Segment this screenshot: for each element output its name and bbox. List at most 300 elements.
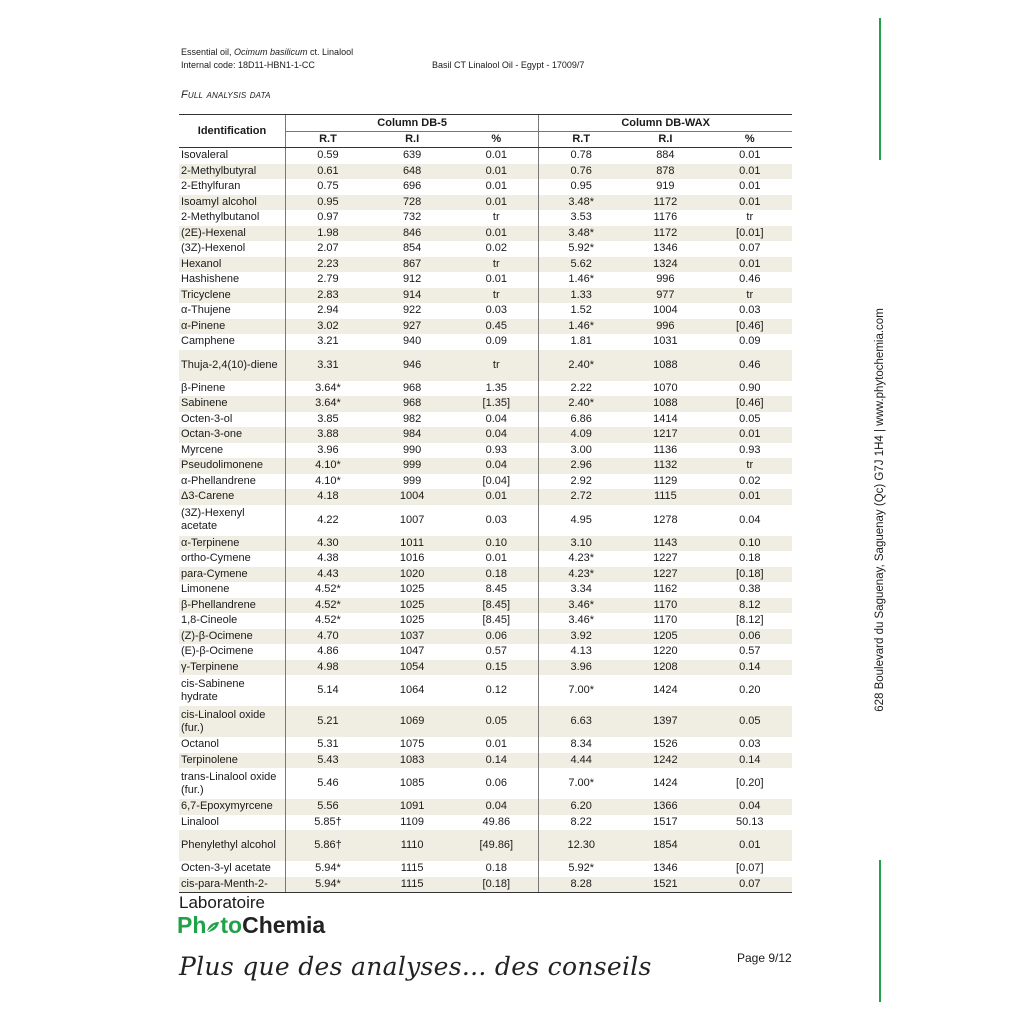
table-row xyxy=(179,210,792,226)
value-cell: 4.10* xyxy=(286,458,370,474)
value-cell: 0.04 xyxy=(708,799,792,815)
value-cell: tr xyxy=(454,350,538,381)
value-cell: 2.07 xyxy=(286,241,370,257)
value-cell: 0.02 xyxy=(739,474,761,487)
value-cell: 968 xyxy=(370,396,454,412)
value-cell: 927 xyxy=(370,319,454,335)
value-cell: 0.14 xyxy=(454,753,538,769)
value-cell: 919 xyxy=(656,180,675,193)
value-cell: 0.01 xyxy=(708,830,792,861)
table-row xyxy=(179,179,792,195)
table-row xyxy=(179,427,792,443)
value-cell: 3.88 xyxy=(286,427,370,443)
value-cell: 1242 xyxy=(623,753,707,769)
value-cell: 0.57 xyxy=(739,645,761,658)
value-cell: 0.10 xyxy=(708,536,792,552)
value-cell: 4.23* xyxy=(539,567,623,583)
compound-name: α-Thujene xyxy=(181,304,231,317)
table-row xyxy=(179,334,792,350)
value-cell: 0.95 xyxy=(539,179,623,195)
value-cell: 0.59 xyxy=(286,148,370,164)
value-cell: 0.03 xyxy=(739,304,761,317)
analysis-table xyxy=(179,114,792,893)
value-cell: 3.64* xyxy=(286,381,370,397)
value-cell: 5.43 xyxy=(286,753,370,769)
value-cell: 4.70 xyxy=(286,629,370,645)
value-cell: 1227 xyxy=(623,567,707,583)
value-cell: 1129 xyxy=(653,474,678,487)
compound-name: 1,8-Cineole xyxy=(181,614,238,627)
compound-name: 2-Methylbutanol xyxy=(181,211,260,224)
value-cell: 1346 xyxy=(653,862,678,875)
value-cell: 4.30 xyxy=(286,536,370,552)
value-cell: 0.01 xyxy=(739,149,761,162)
value-cell: 3.48* xyxy=(539,226,623,242)
value-cell: 1143 xyxy=(623,536,707,552)
value-cell: 4.95 xyxy=(539,505,623,536)
value-cell: 0.46 xyxy=(739,273,761,286)
value-cell: 7.00* xyxy=(539,768,623,799)
value-cell: 968 xyxy=(402,381,422,394)
value-cell: 4.98 xyxy=(286,660,370,676)
value-cell: 1110 xyxy=(370,830,454,861)
page-number: Page 9/12 xyxy=(737,951,792,965)
value-cell: 0.10 xyxy=(454,536,538,552)
value-cell: 0.38 xyxy=(739,583,761,596)
section-title: Full analysis data xyxy=(181,89,271,101)
value-cell: 7.00* xyxy=(539,675,623,706)
value-cell: 8.12 xyxy=(708,598,792,614)
value-cell: [8.45] xyxy=(454,598,538,614)
value-cell: tr xyxy=(454,257,538,273)
value-cell: 2.40* xyxy=(539,396,623,412)
value-cell: 0.01 xyxy=(454,226,538,242)
value-cell: 3.53 xyxy=(539,210,623,226)
table-row xyxy=(179,737,792,753)
value-cell: 1414 xyxy=(653,412,678,425)
compound-name: α-Pinene xyxy=(179,319,286,335)
value-cell: 0.45 xyxy=(454,319,538,335)
value-cell: [0.01] xyxy=(708,226,792,242)
value-cell: 946 xyxy=(370,350,454,381)
value-cell: 854 xyxy=(402,242,422,255)
value-cell: 1.98 xyxy=(286,226,370,242)
value-cell: [0.07] xyxy=(736,862,764,875)
value-cell: 2.22 xyxy=(539,381,623,397)
table-row xyxy=(179,567,792,583)
value-cell: [0.04] xyxy=(482,474,511,487)
value-cell: 639 xyxy=(402,149,422,162)
table-row xyxy=(179,644,792,660)
compound-name: Camphene xyxy=(181,335,235,348)
value-cell: 1.52 xyxy=(539,303,623,319)
value-cell: 1083 xyxy=(370,753,454,769)
value-cell: 0.07 xyxy=(708,877,792,893)
value-cell: 8.45 xyxy=(485,583,507,596)
value-cell: 1278 xyxy=(653,513,678,526)
value-cell: [0.18] xyxy=(454,877,538,893)
value-cell: tr xyxy=(708,288,792,304)
value-cell: 4.52* xyxy=(286,613,370,629)
table-row xyxy=(179,319,792,335)
value-cell: 1172 xyxy=(623,226,707,242)
compound-name: Pseudolimonene xyxy=(179,458,286,474)
value-cell: 3.96 xyxy=(286,443,370,459)
value-cell: 0.18 xyxy=(454,567,538,583)
table-row xyxy=(179,660,792,676)
table-row xyxy=(179,505,792,536)
value-cell: 996 xyxy=(623,319,707,335)
value-cell: 648 xyxy=(370,164,454,180)
value-cell: 3.46* xyxy=(539,613,623,629)
value-cell: 867 xyxy=(370,257,454,273)
table-row xyxy=(179,396,792,412)
value-cell: 1.35 xyxy=(485,381,507,394)
value-cell: 2.23 xyxy=(286,257,370,273)
value-cell: [8.45] xyxy=(482,614,511,627)
value-cell: 0.01 xyxy=(485,552,507,565)
value-cell: 0.03 xyxy=(485,513,507,526)
value-cell: 1346 xyxy=(653,242,678,255)
value-cell: 0.01 xyxy=(708,195,792,211)
value-cell: 1170 xyxy=(623,598,707,614)
value-cell: 0.76 xyxy=(539,164,623,180)
value-cell: 4.52* xyxy=(286,598,370,614)
value-cell: 1011 xyxy=(370,536,454,552)
table-row xyxy=(179,458,792,474)
db5-pct-header: % xyxy=(454,132,538,148)
value-cell: 1054 xyxy=(370,660,454,676)
value-cell: 0.05 xyxy=(454,706,538,737)
value-cell: 999 xyxy=(402,474,422,487)
compound-name: 2-Ethylfuran xyxy=(181,180,241,193)
value-cell: 0.06 xyxy=(708,629,792,645)
value-cell: 2.72 xyxy=(539,489,623,505)
value-cell: 0.01 xyxy=(454,164,538,180)
value-cell: 996 xyxy=(656,273,675,286)
compound-name: Octen-3-ol xyxy=(181,412,233,425)
logo-laboratoire: Laboratoire xyxy=(179,893,266,912)
value-cell: 990 xyxy=(402,443,422,456)
compound-name: para-Cymene xyxy=(179,567,286,583)
value-cell: 1176 xyxy=(653,211,678,224)
value-cell: 1227 xyxy=(653,552,678,565)
value-cell: 0.01 xyxy=(485,738,507,751)
value-cell: 3.96 xyxy=(539,660,623,676)
value-cell: 2.96 xyxy=(539,458,623,474)
value-cell: 3.46* xyxy=(539,598,623,614)
value-cell: 2.92 xyxy=(539,474,623,490)
compound-name: Octan-3-one xyxy=(179,427,286,443)
compound-name: Tricyclene xyxy=(179,288,286,304)
value-cell: 0.09 xyxy=(739,335,761,348)
compound-name: (2E)-Hexenal xyxy=(179,226,286,242)
value-cell: 1031 xyxy=(653,335,678,348)
value-cell: 5.31 xyxy=(286,737,370,753)
value-cell: 0.07 xyxy=(739,242,761,255)
value-cell: 1424 xyxy=(653,777,678,789)
value-cell: 5.92* xyxy=(539,861,623,877)
table-row xyxy=(179,629,792,645)
value-cell: [8.12] xyxy=(736,614,764,627)
value-cell: 1217 xyxy=(623,427,707,443)
value-cell: 50.13 xyxy=(736,815,764,828)
value-cell: 0.01 xyxy=(708,427,792,443)
value-cell: 4.23* xyxy=(539,551,623,567)
value-cell: 1.46* xyxy=(539,272,623,288)
value-cell: 4.10* xyxy=(286,474,370,490)
table-row xyxy=(179,195,792,211)
compound-name: Sabinene xyxy=(179,396,286,412)
value-cell: [49.86] xyxy=(454,830,538,861)
value-cell: 0.04 xyxy=(454,427,538,443)
compound-name: Myrcene xyxy=(181,443,224,456)
value-cell: 982 xyxy=(402,412,422,425)
value-cell: 3.34 xyxy=(539,582,623,598)
value-cell: 1047 xyxy=(399,645,425,658)
value-cell: 0.18 xyxy=(485,862,507,875)
value-cell: 5.92* xyxy=(539,241,623,257)
value-cell: 1004 xyxy=(370,489,454,505)
value-cell: 1069 xyxy=(370,706,454,737)
value-cell: 4.44 xyxy=(539,753,623,769)
value-cell: 12.30 xyxy=(539,830,623,861)
value-cell: 1088 xyxy=(623,350,707,381)
value-cell: 8.34 xyxy=(539,737,623,753)
table-row xyxy=(179,551,792,567)
table-row xyxy=(179,443,792,459)
compound-name: cis-para-Menth-2- xyxy=(179,877,286,893)
value-cell: 1109 xyxy=(400,815,424,828)
table-row xyxy=(179,861,792,877)
value-cell: tr xyxy=(708,458,792,474)
value-cell: 0.04 xyxy=(485,412,507,425)
dbwax-ri-header: R.I xyxy=(623,132,707,148)
table-row xyxy=(179,381,792,397)
value-cell: 4.18 xyxy=(286,489,370,505)
compound-name: (Z)-β-Ocimene xyxy=(179,629,286,645)
value-cell: 1115 xyxy=(400,862,424,875)
table-row xyxy=(179,768,792,799)
value-cell: 0.15 xyxy=(454,660,538,676)
value-cell: 6.86 xyxy=(539,412,623,428)
table-row xyxy=(179,830,792,861)
value-cell: 984 xyxy=(370,427,454,443)
value-cell: 0.12 xyxy=(485,684,507,696)
value-cell: 0.78 xyxy=(539,148,623,164)
value-cell: 3.00 xyxy=(539,443,623,459)
value-cell: 696 xyxy=(402,180,422,193)
value-cell: [0.46] xyxy=(708,396,792,412)
dbwax-rt-header: R.T xyxy=(539,132,623,148)
compound-name: Terpinolene xyxy=(179,753,286,769)
value-cell: 1.81 xyxy=(539,334,623,350)
value-cell: 4.52* xyxy=(286,582,370,598)
identification-header: Identification xyxy=(179,115,286,148)
value-cell: 1088 xyxy=(623,396,707,412)
value-cell: 1521 xyxy=(623,877,707,893)
value-cell: 0.05 xyxy=(739,412,761,425)
compound-name: trans-Linalool oxide (fur.) xyxy=(181,770,277,796)
compound-name: α-Phellandrene xyxy=(181,474,256,487)
value-cell: 3.92 xyxy=(539,629,623,645)
value-cell: 3.31 xyxy=(286,350,370,381)
value-cell: 0.05 xyxy=(708,706,792,737)
value-cell: 1205 xyxy=(623,629,707,645)
value-cell: 0.06 xyxy=(454,629,538,645)
value-cell: 0.93 xyxy=(485,443,507,456)
value-cell: 977 xyxy=(623,288,707,304)
value-cell: 5.85† xyxy=(286,815,370,831)
value-cell: 0.57 xyxy=(485,645,507,658)
dbwax-pct-header: % xyxy=(708,132,792,148)
value-cell: 5.86† xyxy=(286,830,370,861)
value-cell: 1037 xyxy=(370,629,454,645)
table-row xyxy=(179,536,792,552)
value-cell: 884 xyxy=(656,149,675,162)
value-cell: 1070 xyxy=(653,381,678,394)
compound-name: ortho-Cymene xyxy=(181,552,251,565)
value-cell: 0.01 xyxy=(485,273,507,286)
value-cell: tr xyxy=(454,288,538,304)
compound-name: Octen-3-yl acetate xyxy=(181,862,271,875)
value-cell: 0.93 xyxy=(739,443,761,456)
column-db5-header: Column DB-5 xyxy=(286,115,539,132)
value-cell: 6.20 xyxy=(539,799,623,815)
value-cell: 1.46* xyxy=(539,319,623,335)
value-cell: 3.10 xyxy=(539,536,623,552)
compound-name: (3Z)-Hexenyl acetate xyxy=(181,507,245,532)
value-cell: 1064 xyxy=(399,684,425,696)
value-cell: 1132 xyxy=(623,458,707,474)
db5-ri-header: R.I xyxy=(370,132,454,148)
value-cell: 1004 xyxy=(653,304,678,317)
value-cell: [1.35] xyxy=(454,396,538,412)
value-cell: 4.38 xyxy=(286,551,370,567)
value-cell: 0.03 xyxy=(485,304,507,317)
value-cell: 4.43 xyxy=(286,567,370,583)
value-cell: [0.18] xyxy=(708,567,792,583)
value-cell: 846 xyxy=(370,226,454,242)
table-row xyxy=(179,272,792,288)
compound-name: 6,7-Epoxymyrcene xyxy=(179,799,286,815)
value-cell: 940 xyxy=(402,335,422,348)
table-row xyxy=(179,799,792,815)
compound-name: Isovaleral xyxy=(181,149,229,162)
value-cell: 1007 xyxy=(399,513,425,526)
value-cell: 5.62 xyxy=(539,257,623,273)
value-cell: 0.61 xyxy=(286,164,370,180)
value-cell: 1.33 xyxy=(539,288,623,304)
value-cell: 728 xyxy=(370,195,454,211)
table-row xyxy=(179,474,792,490)
value-cell: 1075 xyxy=(399,738,425,751)
value-cell: 1115 xyxy=(370,877,454,893)
value-cell: tr xyxy=(492,211,500,224)
table-row xyxy=(179,288,792,304)
compound-name: Hexanol xyxy=(179,257,286,273)
value-cell: 4.09 xyxy=(539,427,623,443)
compound-name: β-Phellandrene xyxy=(179,598,286,614)
value-cell: 2.83 xyxy=(286,288,370,304)
value-cell: 1424 xyxy=(653,684,678,696)
value-cell: 1526 xyxy=(653,738,678,751)
value-cell: 1016 xyxy=(399,552,425,565)
value-cell: 0.01 xyxy=(708,164,792,180)
compound-name: cis-Linalool oxide (fur.) xyxy=(179,706,286,737)
value-cell: 0.09 xyxy=(485,335,507,348)
value-cell: 1162 xyxy=(653,583,678,596)
compound-name: Octanol xyxy=(181,738,219,751)
table-row xyxy=(179,303,792,319)
value-cell: 0.04 xyxy=(739,513,761,526)
value-cell: 4.86 xyxy=(286,644,370,660)
table-row xyxy=(179,877,792,893)
compound-name: Thuja-2,4(10)-diene xyxy=(179,350,286,381)
value-cell: 732 xyxy=(402,211,422,224)
value-cell: [0.20] xyxy=(736,777,764,789)
value-cell: 1025 xyxy=(399,614,425,627)
compound-name: cis-Sabinene hydrate xyxy=(181,677,245,703)
table-row xyxy=(179,350,792,381)
value-cell: 0.01 xyxy=(708,489,792,505)
value-cell: 1025 xyxy=(370,598,454,614)
value-cell: 1397 xyxy=(623,706,707,737)
table-row xyxy=(179,753,792,769)
value-cell: 1324 xyxy=(623,257,707,273)
value-cell: 1517 xyxy=(653,815,678,828)
table-row xyxy=(179,412,792,428)
value-cell: 1136 xyxy=(653,443,678,456)
table-row xyxy=(179,815,792,831)
value-cell: 8.22 xyxy=(539,815,623,831)
compound-name: β-Pinene xyxy=(181,381,226,394)
compound-name: (E)-β-Ocimene xyxy=(181,645,254,658)
value-cell: 0.04 xyxy=(454,799,538,815)
value-cell: 4.22 xyxy=(286,505,370,536)
value-cell: 0.90 xyxy=(739,381,761,394)
slogan: Plus que des analyses... des conseils xyxy=(179,952,652,981)
table-row xyxy=(179,241,792,257)
value-cell: 0.01 xyxy=(485,149,507,162)
value-cell: 3.02 xyxy=(286,319,370,335)
value-cell: tr xyxy=(746,211,754,224)
value-cell: 0.01 xyxy=(739,180,761,193)
value-cell: 999 xyxy=(370,458,454,474)
compound-name: Linalool xyxy=(181,815,219,828)
value-cell: 5.94* xyxy=(286,861,370,877)
value-cell: 3.21 xyxy=(286,334,370,350)
table-row xyxy=(179,706,792,737)
value-cell: 49.86 xyxy=(482,815,511,828)
value-cell: 3.48* xyxy=(539,195,623,211)
table-row xyxy=(179,598,792,614)
value-cell: 2.94 xyxy=(286,303,370,319)
table-row xyxy=(179,226,792,242)
compound-name: (3Z)-Hexenol xyxy=(181,242,246,255)
compound-name: γ-Terpinene xyxy=(179,660,286,676)
header-product-line: Essential oil, Ocimum basilicum ct. Linalool xyxy=(181,47,354,57)
value-cell: 5.56 xyxy=(286,799,370,815)
value-cell: 0.01 xyxy=(485,180,507,193)
table-row xyxy=(179,164,792,180)
value-cell: 1172 xyxy=(623,195,707,211)
header-product-name: Basil CT Linalool Oil - Egypt - 17009/7 xyxy=(432,60,585,70)
header-internal-code: Internal code: 18D11-HBN1-1-CC xyxy=(181,60,315,70)
value-cell: 1025 xyxy=(399,583,425,596)
value-cell: 8.28 xyxy=(539,877,623,893)
compound-name: 2-Methylbutyral xyxy=(179,164,286,180)
